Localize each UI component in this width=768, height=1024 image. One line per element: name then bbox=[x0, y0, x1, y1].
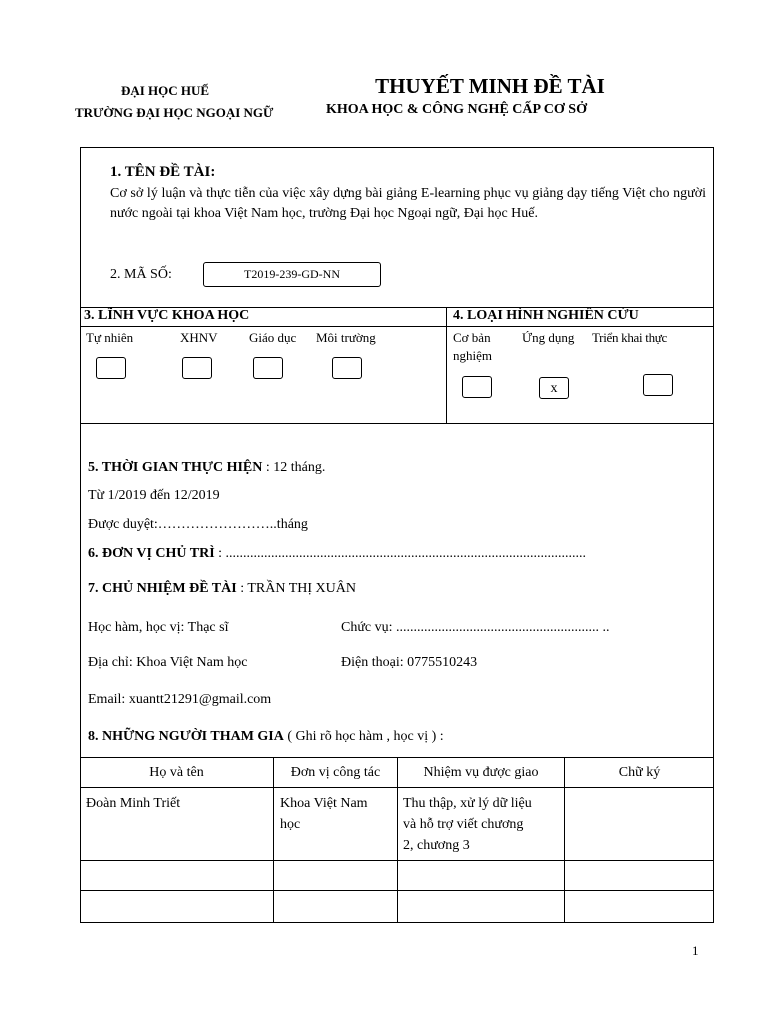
divider-section5 bbox=[80, 423, 714, 424]
page-number: 1 bbox=[692, 943, 699, 958]
field-option-natural: Tự nhiên bbox=[86, 330, 134, 345]
col-header-name: Họ và tên bbox=[149, 765, 204, 780]
col-header-unit: Đơn vị công tác bbox=[290, 765, 381, 780]
member-name: Đoàn Minh Triết bbox=[86, 796, 181, 811]
type-option-basic-line2: nghiệm bbox=[453, 348, 492, 363]
section6-line bbox=[88, 546, 586, 562]
member-unit-line2: học bbox=[280, 817, 301, 832]
project-title-text: Cơ sở lý luận và thực tiễn của việc xây dựng bài giảng E-learning phục vụ giảng dạy tiếng Việt cho người nước ngoài tại khoa Việt Nam học, trường Đại học Ngoại ngữ, Đại học Huế. bbox=[110, 186, 706, 221]
section4-heading: 4. LOẠI HÌNH NGHIÊN CỨU bbox=[453, 308, 639, 323]
host-unit-value: : ....................................................................................................... bbox=[214, 546, 587, 561]
section1-heading: 1. TÊN ĐỀ TÀI: bbox=[110, 164, 216, 180]
section5-heading: 5. THỜI GIAN THỰC HIỆN bbox=[88, 460, 263, 475]
duration-value: : 12 tháng. bbox=[262, 460, 326, 475]
checkbox-basic[interactable] bbox=[462, 376, 492, 398]
document-title: THUYẾT MINH ĐỀ TÀI bbox=[375, 74, 605, 98]
leader-email: Email: xuantt21291@gmail.com bbox=[88, 692, 272, 707]
member-task-line2: và hỗ trợ viết chương bbox=[403, 817, 524, 832]
project-code-field[interactable]: T2019-239-GD-NN bbox=[203, 262, 381, 287]
document-subtitle: KHOA HỌC & CÔNG NGHỆ CẤP CƠ SỞ bbox=[326, 102, 587, 117]
field-option-education: Giáo dục bbox=[249, 330, 297, 345]
checkbox-environment[interactable] bbox=[332, 357, 362, 379]
leader-degree: Học hàm, học vị: Thạc sĩ bbox=[88, 620, 229, 635]
col-header-signature: Chữ ký bbox=[618, 765, 661, 780]
section6-heading: 6. ĐƠN VỊ CHỦ TRÌ bbox=[88, 546, 215, 561]
section8-note: ( Ghi rõ học hàm , học vị ) : bbox=[283, 729, 444, 744]
checkbox-applied[interactable]: x bbox=[539, 377, 569, 399]
section3-heading: 3. LĨNH VỰC KHOA HỌC bbox=[84, 308, 250, 323]
type-option-basic: Cơ bản bbox=[453, 330, 491, 345]
type-option-experimental: Triển khai thực bbox=[592, 330, 668, 345]
section7-heading: 7. CHỦ NHIỆM ĐỀ TÀI bbox=[88, 581, 237, 596]
university-name: ĐẠI HỌC HUẾ bbox=[120, 83, 210, 98]
section8-line bbox=[88, 729, 444, 745]
section7-line bbox=[88, 581, 356, 597]
divider-section3-4 bbox=[446, 307, 447, 423]
col-header-task: Nhiệm vụ được giao bbox=[423, 765, 539, 780]
divider-section3-heading bbox=[80, 326, 714, 327]
leader-address: Địa chỉ: Khoa Việt Nam học bbox=[88, 655, 248, 670]
leader-name: : TRẦN THỊ XUÂN bbox=[236, 581, 356, 596]
section8-heading: 8. NHỮNG NGƯỜI THAM GIA bbox=[88, 729, 284, 744]
checkbox-education[interactable] bbox=[253, 357, 283, 379]
field-option-social: XHNV bbox=[180, 330, 218, 345]
school-name: TRƯỜNG ĐẠI HỌC NGOẠI NGỮ bbox=[75, 105, 274, 120]
checkbox-experimental[interactable] bbox=[643, 374, 673, 396]
checkbox-social[interactable] bbox=[182, 357, 212, 379]
duration-approved: Được duyệt:……………………..tháng bbox=[88, 517, 308, 532]
code-label: 2. MÃ SỐ: bbox=[110, 267, 172, 282]
type-option-applied: Ứng dụng bbox=[522, 330, 575, 345]
field-option-environment: Môi trường bbox=[316, 330, 376, 345]
member-task-line1: Thu thập, xử lý dữ liệu bbox=[403, 796, 532, 811]
section5-line bbox=[88, 460, 325, 476]
leader-position: Chức vụ: .......................................................... .. bbox=[341, 620, 610, 635]
member-unit-line1: Khoa Việt Nam bbox=[280, 796, 368, 811]
leader-phone: Điện thoại: 0775510243 bbox=[341, 655, 478, 670]
checkbox-natural[interactable] bbox=[96, 357, 126, 379]
duration-range: Từ 1/2019 đến 12/2019 bbox=[88, 488, 220, 503]
member-task-line3: 2, chương 3 bbox=[403, 838, 470, 853]
